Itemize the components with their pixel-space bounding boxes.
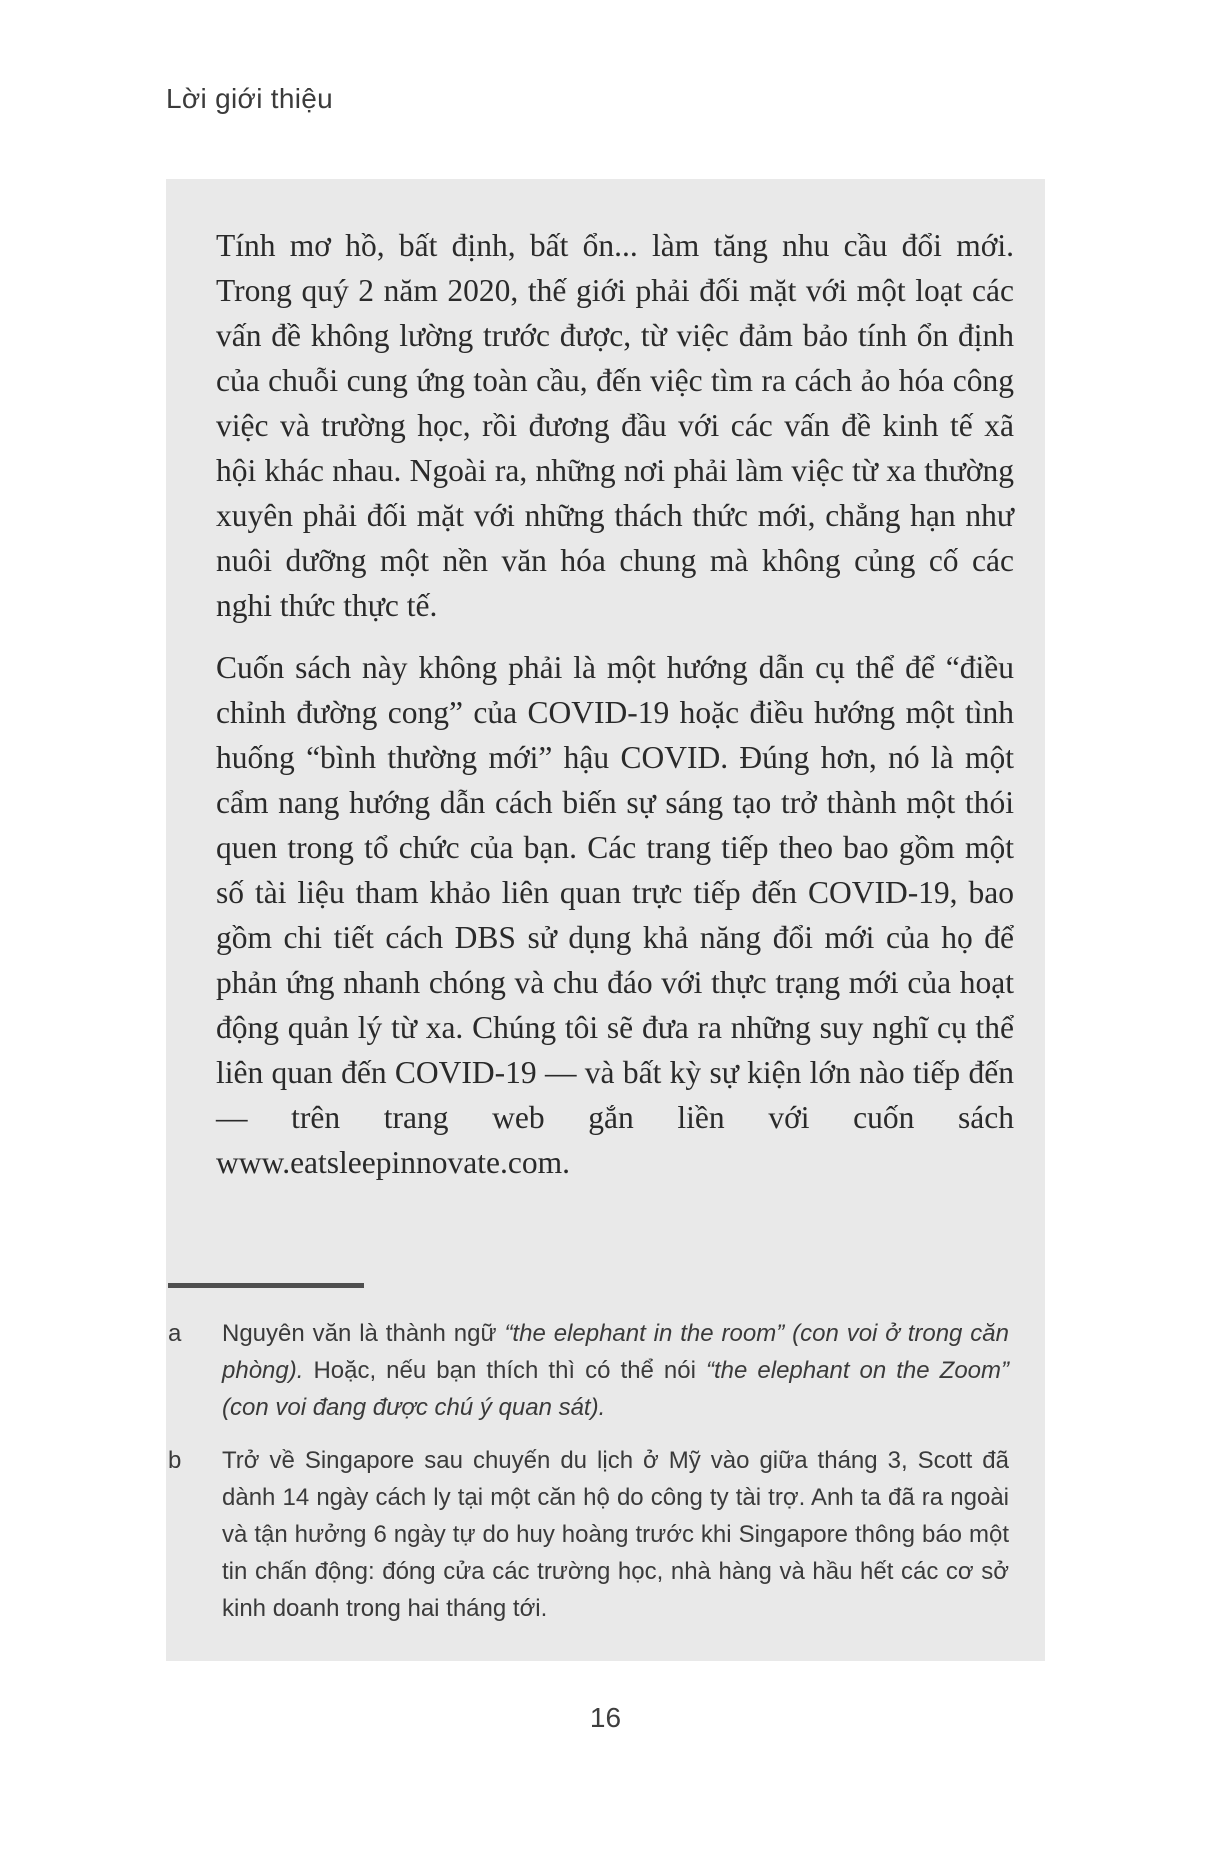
excerpt-body	[216, 223, 1014, 1185]
page-number: 16	[589, 1702, 622, 1733]
excerpt-paragraph: Tính mơ hồ, bất định, bất ổn... làm tăng nhu cầu đổi mới. Trong quý 2 năm 2020, thế giới phải đối mặt với một loạt các vấn đề không lường trước được, từ việc đảm bảo tính ổn định của chuỗi cung ứng toàn cầu, đến việc tìm ra cách ảo hóa công việc và trường học, rồi đương đầu với các vấn đề kinh tế xã hội khác nhau. Ngoài ra, những nơi phải làm việc từ xa thường xuyên phải đối mặt với những thách thức mới, chẳng hạn như nuôi dưỡng một nền văn hóa chung mà không củng cố các nghi thức thực tế.	[216, 228, 1014, 623]
footnote-text: Nguyên văn là thành ngữ “the elephant in the room” (con voi ở trong căn phòng). Hoặc, nếu bạn thích thì có thể nói “the elephant on the Zoom” (con voi đang được chú ý quan sát).	[222, 1320, 1009, 1421]
excerpt-paragraph: Cuốn sách này không phải là một hướng dẫn cụ thể để “điều chỉnh đường cong” của COVID-19 hoặc điều hướng một tình huống “bình thường mới” hậu COVID. Đúng hơn, nó là một cẩm nang hướng dẫn cách biến sự sáng tạo trở thành một thói quen trong tổ chức của bạn. Các trang tiếp theo bao gồm một số tài liệu tham khảo liên quan trực tiếp đến COVID-19, bao gồm chi tiết cách DBS sử dụng khả năng đổi mới của họ để phản ứng nhanh chóng và chu đáo với thực trạng mới của hoạt động quản lý từ xa. Chúng tôi sẽ đưa ra những suy nghĩ cụ thể liên quan đến COVID-19 — và bất kỳ sự kiện lớn nào tiếp đến — trên trang web gắn liền với cuốn sách www.eatsleepinnovate.com.	[216, 650, 1014, 1180]
footnote-text: Trở về Singapore sau chuyến du lịch ở Mỹ vào giữa tháng 3, Scott đã dành 14 ngày cách ly tại một căn hộ do công ty tài trợ. Anh ta đã ra ngoài và tận hưởng 6 ngày tự do huy hoàng trước khi Singapore thông báo một tin chấn động: đóng cửa các trường học, nhà hàng và hầu hết các cơ sở kinh doanh trong hai tháng tới.	[222, 1447, 1009, 1622]
footnote-separator	[168, 1283, 364, 1288]
footnote	[168, 1442, 1009, 1627]
footnote-label: b	[168, 1447, 182, 1474]
footnote	[168, 1315, 1009, 1426]
excerpt-block	[166, 179, 1045, 1661]
footnote-label: a	[168, 1320, 182, 1347]
footnotes-section	[168, 1315, 1009, 1643]
running-header: Lời giới thiệu	[166, 83, 334, 114]
